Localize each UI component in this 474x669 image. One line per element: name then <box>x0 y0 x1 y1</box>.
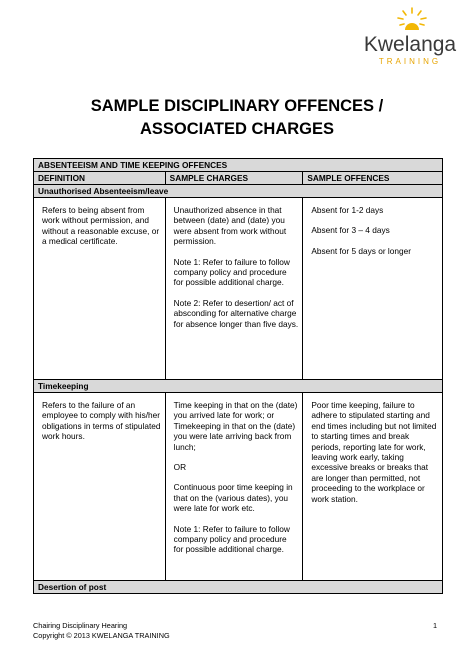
charge-text: Timekeeping in that on the (date) you were late arriving back from lunch; <box>173 420 296 452</box>
subsection-title-desertion: Desertion of post <box>34 581 443 594</box>
logo-subtitle: TRAINING <box>378 57 442 66</box>
column-header-sample-offences: SAMPLE OFFENCES <box>303 172 443 185</box>
charge-note-1: Note 1: Refer to failure to follow company policy and procedure for possible additional charge. <box>173 256 290 288</box>
definition-text: Refers to being absent from work without permission, and without a reasonable excuse, or a medical certificate. <box>42 205 160 247</box>
table-row <box>34 198 443 380</box>
kwelanga-logo <box>355 6 465 66</box>
page-title-line-1: SAMPLE DISCIPLINARY OFFENCES / <box>90 97 384 115</box>
offence-item: Absent for 1-2 days <box>311 205 384 215</box>
charges-cell <box>165 198 303 380</box>
table-row <box>34 393 443 581</box>
offence-item: Absent for 3 – 4 days <box>311 225 390 236</box>
column-header-sample-charges: SAMPLE CHARGES <box>165 172 303 185</box>
offences-cell <box>303 198 443 380</box>
subsection-title-timekeeping: Timekeeping <box>34 380 443 393</box>
offence-item: Absent for 5 days or longer <box>311 245 411 256</box>
charge-note-1: Note 1: Refer to failure to follow company policy and procedure for possible additional charge. <box>173 523 290 555</box>
charge-text: Unauthorized absence in that between (date) and (date) you were absent from work without permission. <box>173 205 287 247</box>
sun-icon <box>396 6 428 34</box>
column-header-definition: DEFINITION <box>34 172 166 185</box>
definition-text: Refers to the failure of an employee to comply with his/her obligations in terms of stipulated work hours. <box>42 400 161 442</box>
charge-or: OR <box>173 462 187 473</box>
charge-text: Time keeping in that on the (date) you arrived late for work; or <box>173 400 298 421</box>
logo-name: Kwelanga <box>363 33 457 56</box>
offences-table <box>33 158 443 594</box>
page-number: 1 <box>433 621 438 630</box>
charge-note-2: Note 2: Refer to desertion/ act of absconding for alternative charge for absence longer than five days. <box>173 297 299 329</box>
charge-text: Continuous poor time keeping in that on the (various dates), you were late for work etc. <box>173 482 293 514</box>
section-title: ABSENTEEISM AND TIME KEEPING OFFENCES <box>34 159 443 172</box>
charges-cell <box>165 393 303 581</box>
footer-copyright: Copyright © 2013 KWELANGA TRAINING <box>33 631 170 640</box>
offences-cell <box>303 393 443 581</box>
footer-title: Chairing Disciplinary Hearing <box>33 621 128 630</box>
subsection-title-unauthorised: Unauthorised Absenteeism/leave <box>34 185 443 198</box>
definition-cell <box>34 393 166 581</box>
offence-text: Poor time keeping, failure to adhere to stipulated starting and end times including but not limited to starting times and break periods, reporting late for work, leaving work early, taking excessive breaks or breaks that are longer than permitted, not proceeding to the workplace or work station. <box>311 400 437 504</box>
definition-cell <box>34 198 166 380</box>
page-title-line-2: ASSOCIATED CHARGES <box>139 120 335 138</box>
